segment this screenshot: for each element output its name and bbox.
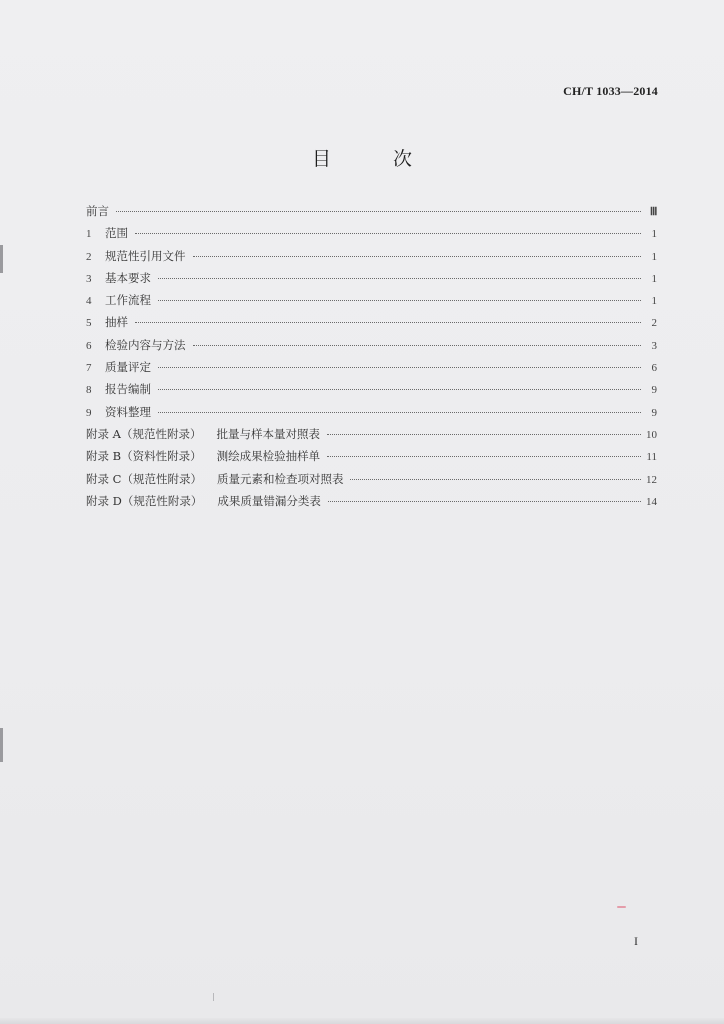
toc-entry-number: 1 bbox=[86, 228, 92, 241]
toc-entry-page: 1 bbox=[651, 272, 657, 285]
toc-entry-subtitle: 批量与样本量对照表 bbox=[216, 426, 320, 441]
binding-mark bbox=[0, 728, 3, 762]
toc-entry-page: 11 bbox=[646, 451, 657, 464]
scan-mark bbox=[213, 993, 214, 1001]
toc-entry-page: Ⅲ bbox=[649, 206, 657, 218]
toc-entry[interactable] bbox=[86, 270, 657, 292]
toc-entry-number: 8 bbox=[86, 384, 92, 397]
toc-entry-label: 范围 bbox=[105, 226, 128, 241]
toc-entry[interactable] bbox=[86, 314, 657, 336]
toc-entry-label: 资料整理 bbox=[105, 404, 151, 419]
toc-entry[interactable] bbox=[86, 359, 657, 381]
toc-entry-label: 附录 B（资料性附录） bbox=[86, 449, 202, 464]
toc-entry-label: 抽样 bbox=[105, 315, 128, 330]
toc-entry-number: 4 bbox=[86, 295, 92, 308]
page-bottom-edge bbox=[0, 1018, 724, 1024]
toc-entry-number: 9 bbox=[86, 406, 92, 419]
page-number: I bbox=[634, 934, 638, 948]
toc-dot-leader bbox=[350, 479, 641, 480]
binding-mark bbox=[0, 245, 3, 273]
toc-entry[interactable] bbox=[86, 426, 657, 448]
toc-entry-page: 6 bbox=[651, 362, 657, 375]
toc-entry-page: 2 bbox=[651, 317, 657, 330]
toc-dot-leader bbox=[193, 345, 642, 346]
toc-entry-label: 质量评定 bbox=[105, 360, 151, 375]
toc-entry-page: 1 bbox=[651, 295, 657, 308]
toc-title: 目 次 bbox=[311, 148, 441, 170]
toc-entry[interactable] bbox=[86, 448, 657, 470]
toc-entry-page: 14 bbox=[646, 495, 657, 508]
toc-entry-page: 3 bbox=[651, 339, 657, 352]
toc-entry-page: 10 bbox=[646, 428, 657, 441]
toc-entry-label: 规范性引用文件 bbox=[105, 248, 186, 263]
toc-entry-label: 附录 D（规范性附录） bbox=[86, 493, 203, 508]
toc-dot-leader bbox=[327, 456, 641, 457]
toc-dot-leader bbox=[158, 412, 641, 413]
toc-dot-leader bbox=[327, 434, 641, 435]
toc-entry-label: 附录 C（规范性附录） bbox=[86, 471, 202, 486]
toc-dot-leader bbox=[135, 233, 641, 234]
toc-entry[interactable] bbox=[86, 493, 657, 515]
toc-entry-page: 12 bbox=[646, 473, 657, 486]
toc-dot-leader bbox=[135, 322, 641, 323]
toc-dot-leader bbox=[158, 367, 641, 368]
toc-entry-subtitle: 成果质量错漏分类表 bbox=[217, 493, 321, 508]
toc-entry-subtitle: 测绘成果检验抽样单 bbox=[216, 449, 321, 464]
toc-entry-number: 3 bbox=[86, 272, 92, 285]
toc-entry[interactable] bbox=[86, 381, 657, 403]
toc-entry-label: 基本要求 bbox=[105, 270, 151, 285]
toc-dot-leader bbox=[328, 501, 641, 502]
toc-entry-page: 1 bbox=[651, 250, 657, 263]
toc-dot-leader bbox=[116, 211, 641, 212]
toc-entry-page: 1 bbox=[651, 228, 657, 241]
table-of-contents bbox=[86, 203, 657, 515]
toc-dot-leader bbox=[158, 278, 641, 279]
toc-entry[interactable] bbox=[86, 248, 657, 270]
toc-dot-leader bbox=[158, 389, 641, 390]
toc-entry[interactable] bbox=[86, 337, 657, 359]
toc-entry-number: 7 bbox=[86, 362, 92, 375]
toc-entry-label: 附录 A（规范性附录） bbox=[86, 426, 202, 441]
toc-dot-leader bbox=[193, 256, 642, 257]
toc-dot-leader bbox=[158, 300, 641, 301]
toc-entry-number: 6 bbox=[86, 339, 92, 352]
toc-entry-label: 检验内容与方法 bbox=[105, 337, 186, 352]
document-code: CH/T 1033—2014 bbox=[563, 84, 658, 98]
pen-mark bbox=[617, 906, 626, 908]
toc-entry-page: 9 bbox=[651, 406, 657, 419]
toc-entry-label: 前言 bbox=[86, 204, 109, 218]
toc-entry-label: 工作流程 bbox=[105, 293, 151, 308]
toc-entry[interactable] bbox=[86, 225, 657, 247]
toc-entry-label: 报告编制 bbox=[105, 382, 151, 397]
toc-entry[interactable] bbox=[86, 203, 657, 225]
toc-entry[interactable] bbox=[86, 292, 657, 314]
toc-entry-number: 5 bbox=[86, 317, 92, 330]
toc-entry-number: 2 bbox=[86, 250, 92, 263]
toc-entry-page: 9 bbox=[651, 384, 657, 397]
toc-entry-subtitle: 质量元素和检查项对照表 bbox=[216, 471, 344, 486]
toc-entry[interactable] bbox=[86, 404, 657, 426]
toc-entry[interactable] bbox=[86, 471, 657, 493]
